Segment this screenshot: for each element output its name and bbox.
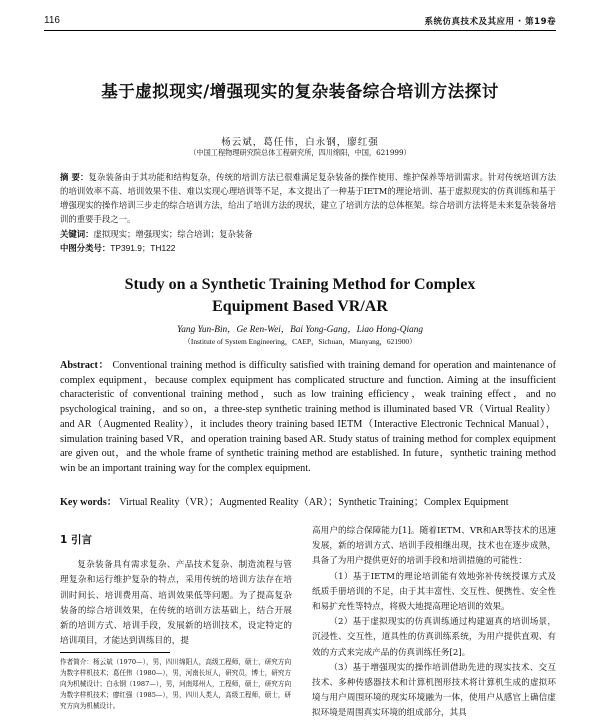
chinese-authors: 杨云斌，葛任伟，白永钢，廖红强: [221, 137, 379, 148]
intro-paragraph-continued: 高用户的综合保障能力[1]。随着IETM、VR和AR等技术的迅速发展，新的培训方式、培训手段相继出现，技术也在逐步成熟，具备了为用户提供更好的培训手段和培训措施的可能性：: [312, 526, 556, 567]
english-authors: Yang Yun-Bin，Ge Ren-Wei，Bai Yong-Gang，Liao Hong-Qiang: [176, 325, 424, 335]
english-title-line-2: Equipment Based VR/AR: [212, 298, 388, 315]
chinese-affiliation: （中国工程物理研究院总体工程研究所，四川绵阳，中国，621999）: [189, 148, 411, 157]
chinese-title: 基于虚拟现实/增强现实的复杂装备综合培训方法探讨: [101, 82, 499, 101]
english-keywords-label: Key words：: [60, 497, 117, 508]
section-heading-introduction: 1 引言: [60, 534, 92, 546]
list-item-ietm: （1）基于IETM的理论培训能有效地弥补传统授课方式及纸质手册培训的不足，由于其丰富性、交互性、便携性、安全性和易扩充性等特点，将极大地提高理论培训的效果。: [312, 571, 556, 613]
journal-name: 系统仿真技术及其应用 · 第19卷: [424, 17, 556, 27]
english-title-line-1: Study on a Synthetic Training Method for Complex: [124, 276, 476, 293]
chinese-keywords-label: 关键词：: [60, 229, 94, 239]
chinese-abstract-label: 摘 要：: [60, 172, 89, 182]
english-affiliation: （Institute of System Engineering，CAEP，Sichuan，Mianyang，621900）: [183, 337, 417, 346]
english-title: [20, 274, 580, 318]
running-header: [44, 12, 556, 30]
chinese-keywords: [60, 228, 556, 240]
classification-label: 中图分类号：: [60, 243, 111, 253]
classification-number: [60, 242, 556, 254]
header-rule: [44, 30, 556, 31]
list-item-vr: （2）基于虚拟现实的仿真训练通过构建逼真的培训场景，沉浸性、交互性，道具性的仿真训练系统，为用户提供直观、有效的方式来完成产品的仿真训练任务[2]。: [312, 617, 556, 658]
right-column: [312, 524, 556, 722]
footnote-rule: [60, 652, 170, 653]
chinese-abstract: [60, 170, 556, 226]
intro-paragraph-1: 复杂装备具有需求复杂、产品技术复杂、制造流程与管理复杂和运行维护复杂的特点，采用传统的培训方法存在培训时间长、培训费用高、培训效果低等问题。为了提高复杂装备的综合培训效果，在传统的培训方法基础上，结合开展新的培训方式、培训手段，发展新的培训技术，设定特定的培训项目，才能达到训练目的，提: [60, 560, 292, 647]
author-footnote: 作者简介：杨云斌（1970—），男，四川绵阳人，高级工程师，硕士，研究方向为数字样机技术；葛任伟（1980—），男，河南长垣人，研究员，博士，研究方向为机械设计；白永钢（1987—），男，河南郑州人，工程师，硕士，研究方向为数字样机技术；廖红强（1985—），男，四川人类人，高级工程师，硕士，研究方向为机械设计。: [60, 658, 292, 710]
english-abstract-label: Abstract：: [60, 360, 110, 371]
chinese-abstract-text: 复杂装备由于其功能和结构复杂，传统的培训方法已很难满足复杂装备的操作使用、维护保养等培训需求。针对传统培训方法的培训效率不高、培训效果不佳、难以实现心理培训等不足，本文提出了一种基于IETM的理论培训、基于虚拟现实的仿真训练和基于增强现实的操作培训三步走的综合培训方法，给出了培训方法的现状，建立了培训方法的总体框架。综合培训方法将是未来复杂装备培训的重要手段之一。: [60, 172, 556, 224]
chinese-keywords-text: 虚拟现实；增强现实；综合培训；复杂装备: [93, 229, 253, 239]
english-abstract: [60, 359, 556, 477]
page-number: 116: [44, 15, 60, 26]
classification-value: TP391.9；TH122: [110, 243, 176, 253]
list-item-ar: （3）基于增强现实的操作培训借助先进的现实技术、交互技术、多种传感器技术和计算机图形技术将计算机生成的虚拟环境与用户周围环境的现实环境融为一体，使用户从感官上确信虚拟环境是周围真实环境的组成部分，其具: [312, 662, 556, 719]
english-keywords: [60, 493, 556, 508]
english-abstract-text: Conventional training method is difficulty satisfied with training demand for operation and maintenance of complex equipment，because complex equipment has complicated structure and function. Aiming at the insufficient characteristic of conventional training method，such as low training efficiency，weak training effect，and no psychological training，and so on，a three-step synthetic training method is illuminated based VR（Virtual Reality）and AR（Augmented Reality），it includes theory training based IETM（Interactive Electronic Technical Manual），simulation training based VR，and operation training based AR. Study status of training method for complex equipment are given out，and the whole frame of synthetic training method are established. In future，synthetic training method win be an important training way for the complex equipment.: [60, 360, 556, 474]
english-keywords-text: Virtual Reality（VR）；Augmented Reality（AR）；Synthetic Training；Complex Equipment: [119, 497, 509, 508]
left-column: [60, 525, 292, 649]
